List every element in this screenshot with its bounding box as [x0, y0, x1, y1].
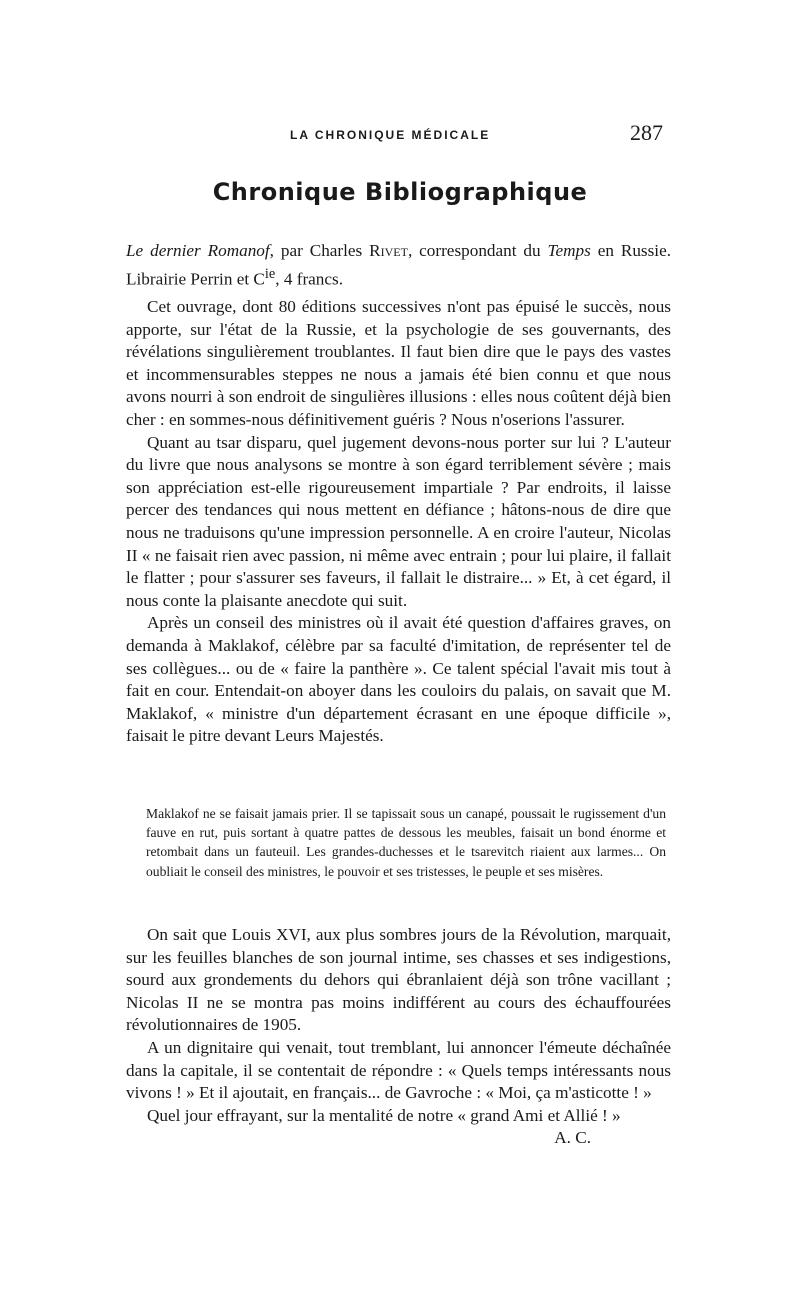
final-paragraph: [126, 1105, 671, 1148]
book-reference: [126, 240, 671, 291]
review-body: [126, 296, 671, 748]
author-surname: Rivet: [369, 241, 408, 260]
running-head: LA CHRONIQUE MÉDICALE: [290, 128, 491, 142]
final-sentence: Quel jour effrayant, sur la mentalité de notre « grand Ami et Allié ! »: [147, 1105, 621, 1125]
book-by: , par Charles: [269, 241, 370, 260]
newspaper-name: Temps: [547, 241, 591, 260]
author-affiliation: , correspondant du: [407, 241, 548, 260]
closing-body: [126, 924, 671, 1150]
book-price: , 4 francs.: [275, 269, 344, 289]
quote-text: Maklakof ne se faisait jamais prier. Il se tapissait sous un canapé, poussait le rugissement d'un fauve en rut, puis sortant à quatre pattes de dessous les meubles, faisait un bond énorme et retombait dans un fauteuil. Les grandes-duchesses et le tsarevitch riaient aux larmes... On oubliait le conseil des ministres, le pouvoir et ses tristesses, le peuple et ses misères.: [146, 806, 666, 879]
section-title: Chronique Bibliographique: [212, 178, 588, 206]
page-number: 287: [630, 120, 663, 145]
paragraph: A un dignitaire qui venait, tout tremblant, lui annoncer l'émeute déchaînée dans la capitale, il se contentait de répondre : « Quels temps intéressants nous vivons ! » Et il ajoutait, en français... de Gavroche : « Moi, ça m'asticotte ! »: [126, 1037, 671, 1103]
publisher-cie: ie: [264, 265, 276, 282]
paragraph: Quant au tsar disparu, quel jugement devons-nous porter sur lui ? L'auteur du livre que nous analysons se montre à son égard terriblement sévère ; mais son appréciation est-elle rigoureusement impartiale ? Par endroits, il laisse percer des tendances qui nous mettent en défiance ; hâtons-nous de dire que nous ne traduisons qu'une impression personnelle. A en croire l'auteur, Nicolas II « ne faisait rien avec passion, ni même avec entrain ; pour lui plaire, il fallait le flatter ; pour s'assurer ses faveurs, il fallait le distraire... » Et, à cet égard, il nous conte la plaisante anecdote qui suit.: [126, 432, 671, 610]
book-title: Le dernier Romanof: [126, 241, 270, 260]
paragraph: Cet ouvrage, dont 80 éditions successives n'ont pas épuisé le succès, nous apporte, sur l'état de la Russie, et la psychologie de ses gouvernants, des révélations singulièrement troublantes. Il faut bien dire que le pays des vastes et incommensurables steppes ne nous a jamais été bien connu et que nous avons nourri à son endroit de singulières illusions : elles nous coûtent déjà bien cher : en sommes-nous définitivement guéris ? Nous n'oserions l'assurer.: [126, 297, 671, 429]
signature: A. C.: [554, 1128, 591, 1148]
paragraph: On sait que Louis XVI, aux plus sombres jours de la Révolution, marquait, sur les feuilles blanches de son journal intime, ses chasses et ses indigestions, sourd aux grondements du dehors qui ébranlaient déjà son trône vacillant ; Nicolas II ne se montra pas moins indifférent au cours des échauffourées révolutionnaires de 1905.: [126, 925, 671, 1035]
publisher: en Russie. Librairie Perrin et C: [126, 241, 671, 289]
paragraph: Après un conseil des ministres où il avait été question d'affaires graves, on demanda à Maklakof, célèbre par sa faculté d'imitation, de représenter tel de ses collègues... ou de « faire la panthère ». Ce talent spécial l'avait mis tout à fait en cour. Entendait-on aboyer dans les couloirs du palais, on savait que M. Maklakof, « ministre d'un département écrasant en une époque difficile », faisait le pitre devant Leurs Majestés.: [126, 613, 671, 746]
anecdote-quote: [146, 804, 666, 881]
